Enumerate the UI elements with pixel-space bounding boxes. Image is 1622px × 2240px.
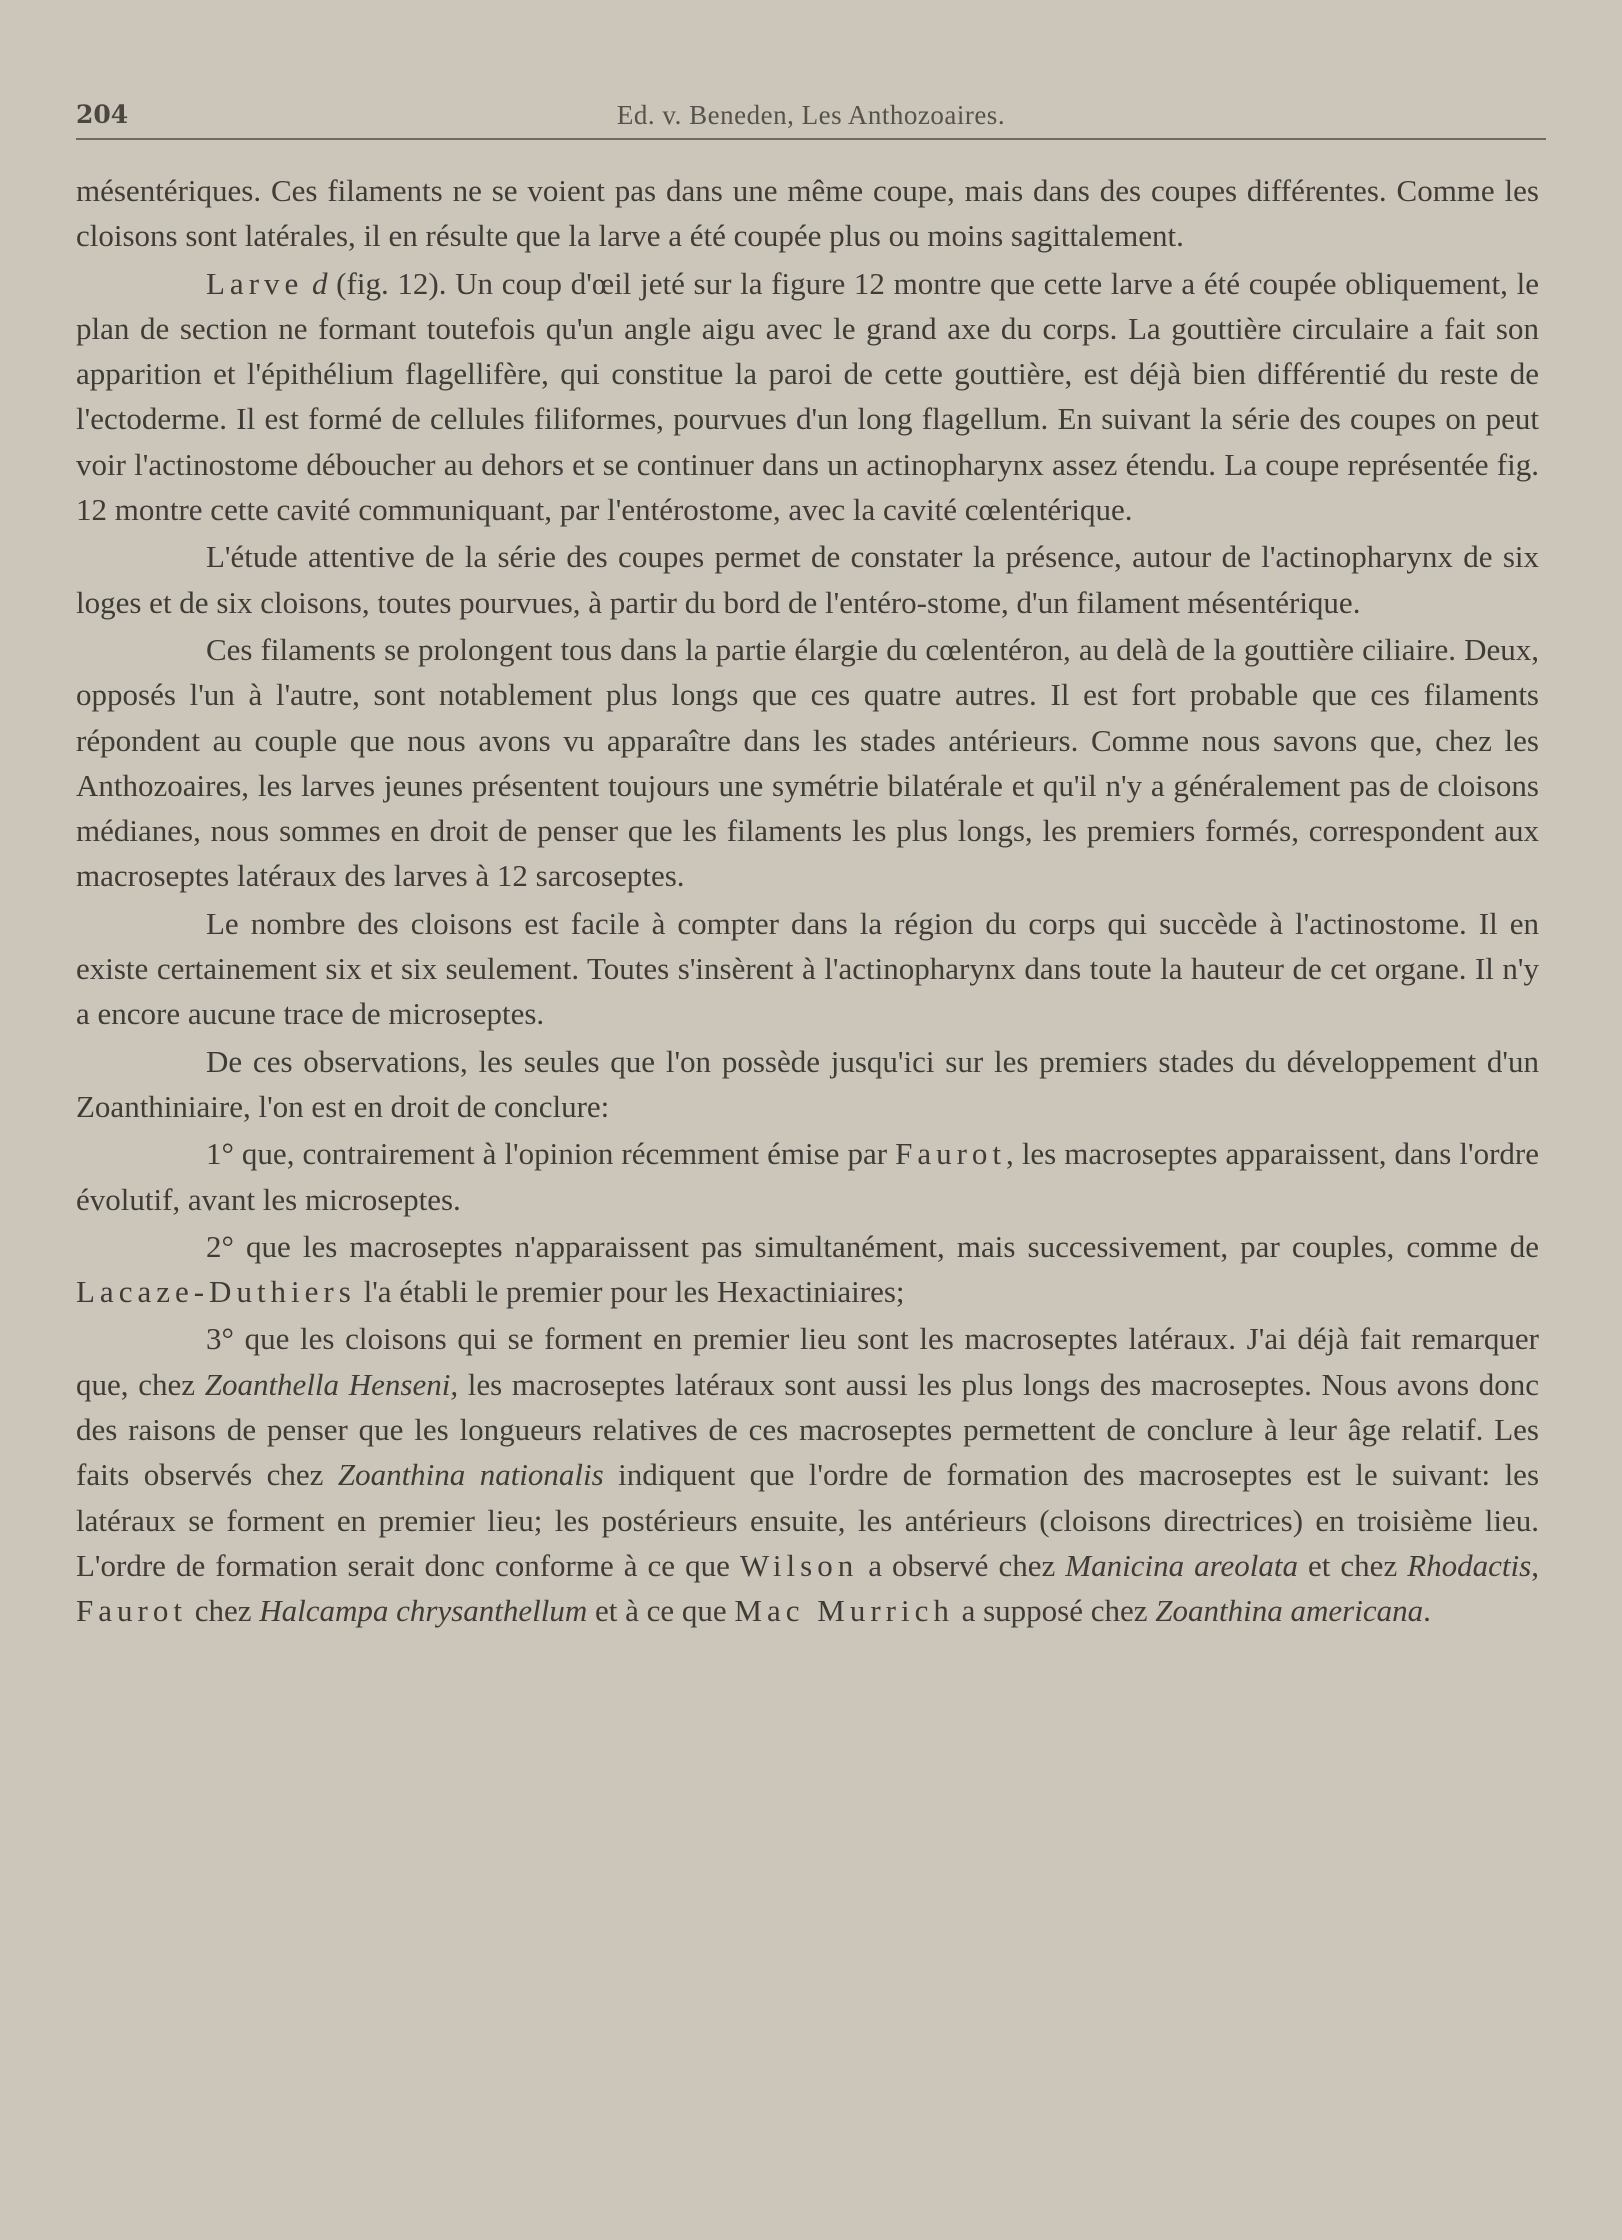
spaced-name: Wilson [739, 1547, 859, 1583]
text-run: , [1531, 1547, 1539, 1583]
paragraph [76, 901, 1539, 1037]
text-run: a supposé chez [953, 1593, 1156, 1629]
running-header [76, 98, 1546, 140]
paragraph [76, 168, 1539, 259]
spaced-name: Faurot [76, 1593, 187, 1629]
text-run: Ces filaments se prolongent tous dans la partie élargie du cœlentéron, au delà de la gouttière ciliaire. Deux, opposés l'un à l'autre, sont notablement plus longs que ces quatre autres. Il est fort probable que ces filaments répondent au couple que nous avons vu apparaître dans les stades antérieurs. Comme nous savons que, chez les Anthozoaires, les larves jeunes présentent toujours une symétrie bilatérale et qu'il n'y a généralement pas de cloisons médianes, nous sommes en droit de penser que les filaments les plus longs, les premiers formés, correspondent aux macroseptes latéraux des larves à 12 sarcoseptes. [76, 631, 1539, 894]
paragraph [76, 627, 1539, 899]
running-title: Ed. v. Beneden, Les Anthozoaires. [616, 100, 1006, 130]
italic-text: d [311, 265, 328, 301]
body-text [76, 168, 1539, 1636]
text-run: Le nombre des cloisons est facile à compter dans la région du corps qui succède à l'actinostome. Il en existe certainement six et six seulement. Toutes s'insèrent à l'actinopharynx dans toute la hauteur de cet organe. Il n'y a encore aucune trace de microseptes. [76, 905, 1539, 1032]
text-run: l'a établi le premier pour les Hexactiniaires; [355, 1274, 905, 1310]
paragraph [76, 261, 1539, 533]
paragraph [76, 1131, 1539, 1222]
text-run: a observé chez [858, 1547, 1066, 1583]
text-run: . [1423, 1593, 1431, 1629]
page-number: 204 [76, 100, 129, 129]
text-run: mésentériques. Ces filaments ne se voient pas dans une même coupe, mais dans des coupes différentes. Comme les cloisons sont latérales, il en résulte que la larve a été coupée plus ou moins sagittalement. [76, 173, 1539, 254]
paragraph [76, 1316, 1539, 1633]
text-run: 1° que, contrairement à l'opinion récemment émise par [206, 1136, 896, 1172]
text-run: 2° que les macroseptes n'apparaissent pas simultanément, mais successivement, par couples, comme de [206, 1228, 1539, 1264]
text-run: De ces observations, les seules que l'on possède jusqu'ici sur les premiers stades du développement d'un Zoanthiniaire, l'on est en droit de conclure: [76, 1043, 1539, 1124]
text-run: 3° que les cloisons qui se forment en premier lieu sont les macroseptes latéraux. J'ai déjà fait remarquer que, chez [76, 1321, 1539, 1402]
spaced-name: Lacaze-Duthiers [76, 1274, 356, 1310]
text-run [303, 266, 312, 301]
italic-text: Zoanthella Henseni, [204, 1366, 459, 1402]
paragraph [76, 1039, 1539, 1130]
italic-text: Zoanthina nationalis [337, 1457, 604, 1493]
text-run: L'étude attentive de la série des coupes permet de constater la présence, autour de l'actinopharynx de six loges et de six cloisons, toutes pourvues, à partir du bord de l'entéro-stome, d'un filament mésentérique. [76, 539, 1539, 620]
spaced-name: Larve [206, 265, 304, 301]
text-run: indiquent que l'ordre de formation des macroseptes est le suivant: les latéraux se forment en premier lieu; les postérieurs ensuite, les antérieurs (cloisons directrices) en troisième lieu. L'ordre de formation serait donc conforme à ce que [76, 1457, 1540, 1583]
spaced-name: Mac Murrich [734, 1593, 954, 1629]
text-run: chez [186, 1593, 260, 1629]
text-run: , les macroseptes apparaissent, dans l'ordre évolutif, avant les microseptes. [76, 1136, 1539, 1217]
text-run: les macroseptes latéraux sont aussi les plus longs des macroseptes. Nous avons donc des raisons de penser que les longueurs relatives de ces macroseptes permettent de conclure à leur âge relatif. Les faits observés chez [76, 1366, 1539, 1493]
paragraph [76, 1224, 1539, 1315]
spaced-name: Faurot [895, 1136, 1007, 1172]
italic-text: Halcampa chrysanthellum [259, 1593, 588, 1629]
text-run: et chez [1298, 1547, 1408, 1583]
text-run: (fig. 12). Un coup d'œil jeté sur la figure 12 montre que cette larve a été coupée obliquement, le plan de section ne formant toutefois qu'un angle aigu avec le grand axe du corps. La gouttière circulaire a fait son apparition et l'épithélium flagellifère, qui constitue la paroi de cette gouttière, est déjà bien différentié du reste de l'ectoderme. Il est formé de cellules filiformes, pourvues d'un long flagellum. En suivant la série des coupes on peut voir l'actinostome déboucher au dehors et se continuer dans un actinopharynx assez étendu. La coupe représentée fig. 12 montre cette cavité communiquant, par l'entérostome, avec la cavité cœlentérique. [76, 265, 1539, 528]
italic-text: Rhodactis [1407, 1547, 1532, 1583]
italic-text: Manicina areolata [1065, 1547, 1298, 1583]
italic-text: Zoanthina americana [1155, 1593, 1424, 1629]
text-run: et à ce que [587, 1593, 735, 1629]
paragraph [76, 534, 1539, 625]
